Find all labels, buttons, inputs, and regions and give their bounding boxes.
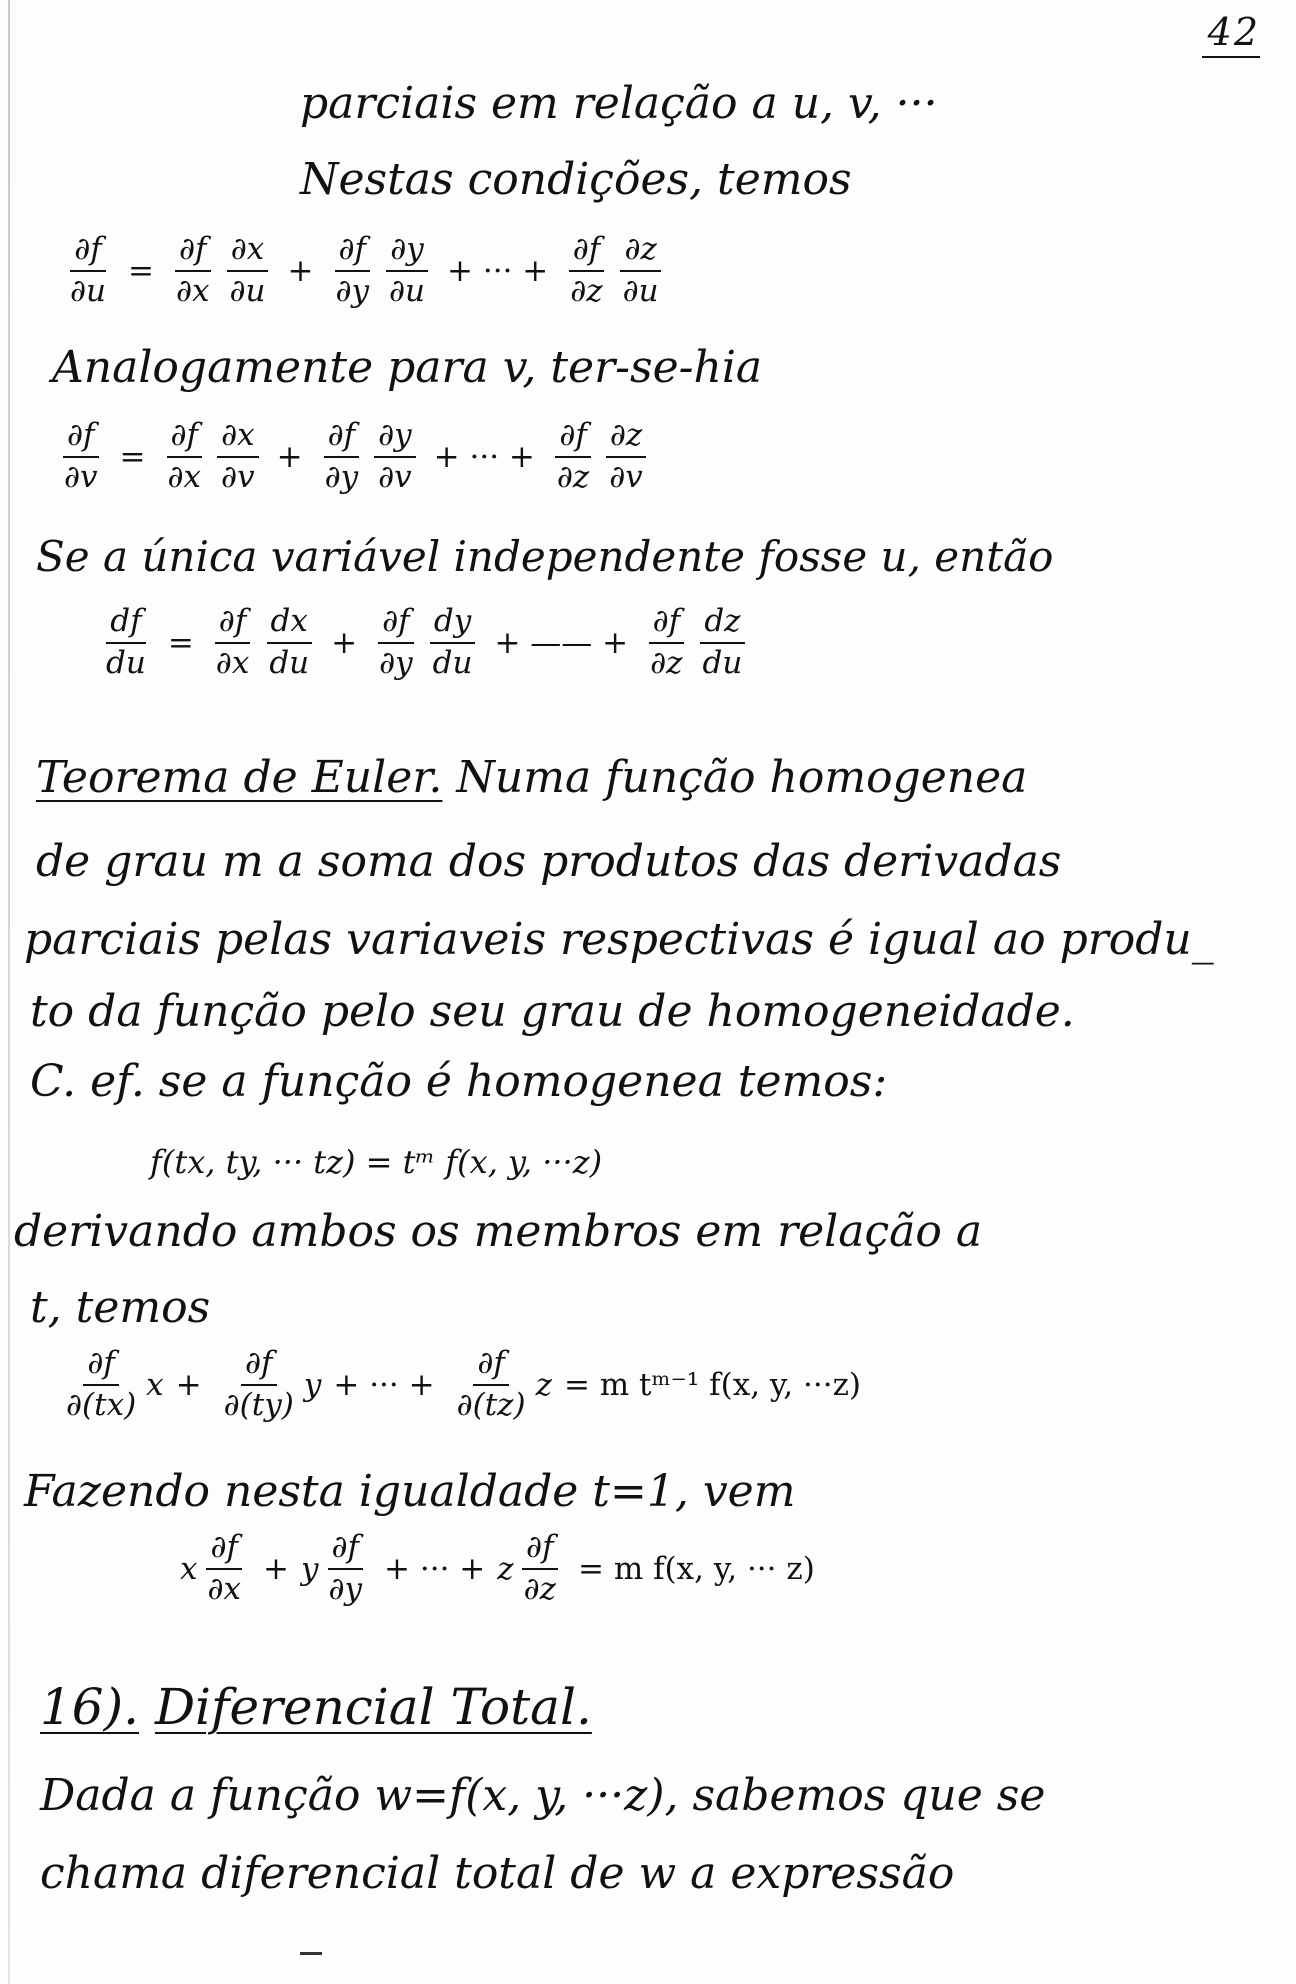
text-line-11: t, temos [30,1282,211,1333]
formula-partial-v: $\frac{\partial f}{\partial v}$ = $\frac{\partial f}{\partial x}$ $\frac{\partial x}{\partial v}$ + $\frac{\partial f}{\partial y}$ $\frac{\partial y}{\partial v}$ + ··· + $\frac{\partial f}{\partial z}$ $\frac{\partial z}{\partial v}$ [54,418,653,495]
fraction: $\frac{\partial f}{\partial u}$ [70,231,106,309]
fraction: $\frac{\partial f}{\partial x}$ [175,231,210,309]
formula-euler-result: x $\frac{\partial f}{\partial x}$ + y $\frac{\partial f}{\partial y}$ + ··· + z $\frac{\partial f}{\partial z}$ = m f(x, y, ··· z) [180,1529,815,1607]
fraction: $\frac{\partial x}{\partial v}$ [217,418,259,495]
text-line-10: derivando ambos os membros em relação a [14,1206,983,1257]
text-line-2: Nestas condições, temos [300,154,852,205]
formula-homogeneity: f(tx, ty, ··· tz) = tᵐ f(x, y, ···z) [150,1143,603,1181]
fraction: $\frac{\partial f}{\partial(tz)}$ [456,1345,526,1423]
theorem-text: Numa função homogenea [456,752,1028,803]
text-line-3: Analogamente para v, ter-se-hia [52,342,763,393]
fraction: $\frac{dy}{du}$ [429,604,477,681]
text-line-4: Se a única variável independente fosse u, então [36,532,1054,581]
text-line-7: parciais pelas variaveis respectivas é igual ao produ_ [24,914,1214,965]
fraction: $\frac{\partial f}{\partial y}$ [324,417,359,495]
fraction: $\frac{\partial f}{\partial x}$ [167,417,202,495]
fraction: $\frac{\partial f}{\partial x}$ [215,603,250,681]
fraction: $\frac{\partial f}{\partial(tx)}$ [66,1345,137,1423]
fraction: $\frac{\partial f}{\partial z}$ [650,603,683,681]
fraction: $\frac{\partial f}{\partial z}$ [570,231,603,309]
formula-partial-u: $\frac{\partial f}{\partial u}$ = $\frac{\partial f}{\partial x}$ $\frac{\partial x}{\partial u}$ + $\frac{\partial f}{\partial y}$ $\frac{\partial y}{\partial u}$ + ··· + $\frac{\partial f}{\partial z}$ $\frac{\partial z}{\partial u}$ [60,232,669,309]
fraction: $\frac{\partial f}{\partial x}$ [207,1529,241,1607]
text-line-1: parciais em relação a u, v, ··· [300,78,938,129]
text-line-8: to da função pelo seu grau de homogeneidade. [30,986,1075,1037]
fraction: $\frac{\partial y}{\partial v}$ [374,418,416,495]
section-number: 16). [40,1678,140,1736]
fraction: $\frac{df}{du}$ [106,603,146,681]
text-line-12: Fazendo nesta igualdade t=1, vem [24,1466,796,1517]
fraction: $\frac{\partial z}{\partial v}$ [605,418,647,495]
text-line-6: de grau m a soma dos produtos das derivadas [36,836,1062,887]
page-number: 42 [1207,10,1260,54]
theorem-title: Teorema de Euler. [36,752,443,803]
page-number-underline [1202,56,1260,58]
fraction: $\frac{\partial f}{\partial v}$ [64,417,98,495]
fraction: $\frac{\partial f}{\partial z}$ [556,417,590,495]
formula-derived: $\frac{\partial f}{\partial(tx)}$ x + $\frac{\partial f}{\partial(ty)}$ y + ··· + $\frac{\partial f}{\partial(tz)}$ z = m tᵐ⁻¹ f(x, y, ···z) [56,1346,873,1423]
fraction: $\frac{dx}{du}$ [265,604,313,681]
page-edge [8,0,10,1984]
fraction: $\frac{\partial y}{\partial u}$ [385,232,429,309]
ink-mark [300,1952,322,1955]
text-line-5 [36,752,1028,803]
fraction: $\frac{\partial x}{\partial u}$ [226,232,270,309]
fraction: $\frac{\partial z}{\partial u}$ [619,232,663,309]
fraction: $\frac{\partial f}{\partial z}$ [523,1529,556,1607]
fraction: $\frac{\partial f}{\partial(ty)}$ [223,1345,294,1423]
fraction: $\frac{\partial f}{\partial y}$ [335,231,370,309]
formula-total-derivative: $\frac{df}{du}$ = $\frac{\partial f}{\partial x}$ $\frac{dx}{du}$ + $\frac{\partial f}{\partial y}$ $\frac{dy}{du}$ + —— + $\frac{\partial f}{\partial z}$ $\frac{dz}{du}$ [96,604,752,681]
text-line-15: chama diferencial total de w a expressão [40,1848,955,1899]
section-heading [40,1678,592,1736]
fraction: $\frac{\partial f}{\partial y}$ [328,1529,363,1607]
text-line-9: C. ef. se a função é homogenea temos: [30,1056,888,1107]
section-title: Diferencial Total. [154,1678,592,1736]
fraction: $\frac{\partial f}{\partial y}$ [379,603,413,681]
text-line-14: Dada a função w=f(x, y, ···z), sabemos que se [40,1770,1046,1821]
fraction: $\frac{dz}{du}$ [699,604,747,681]
